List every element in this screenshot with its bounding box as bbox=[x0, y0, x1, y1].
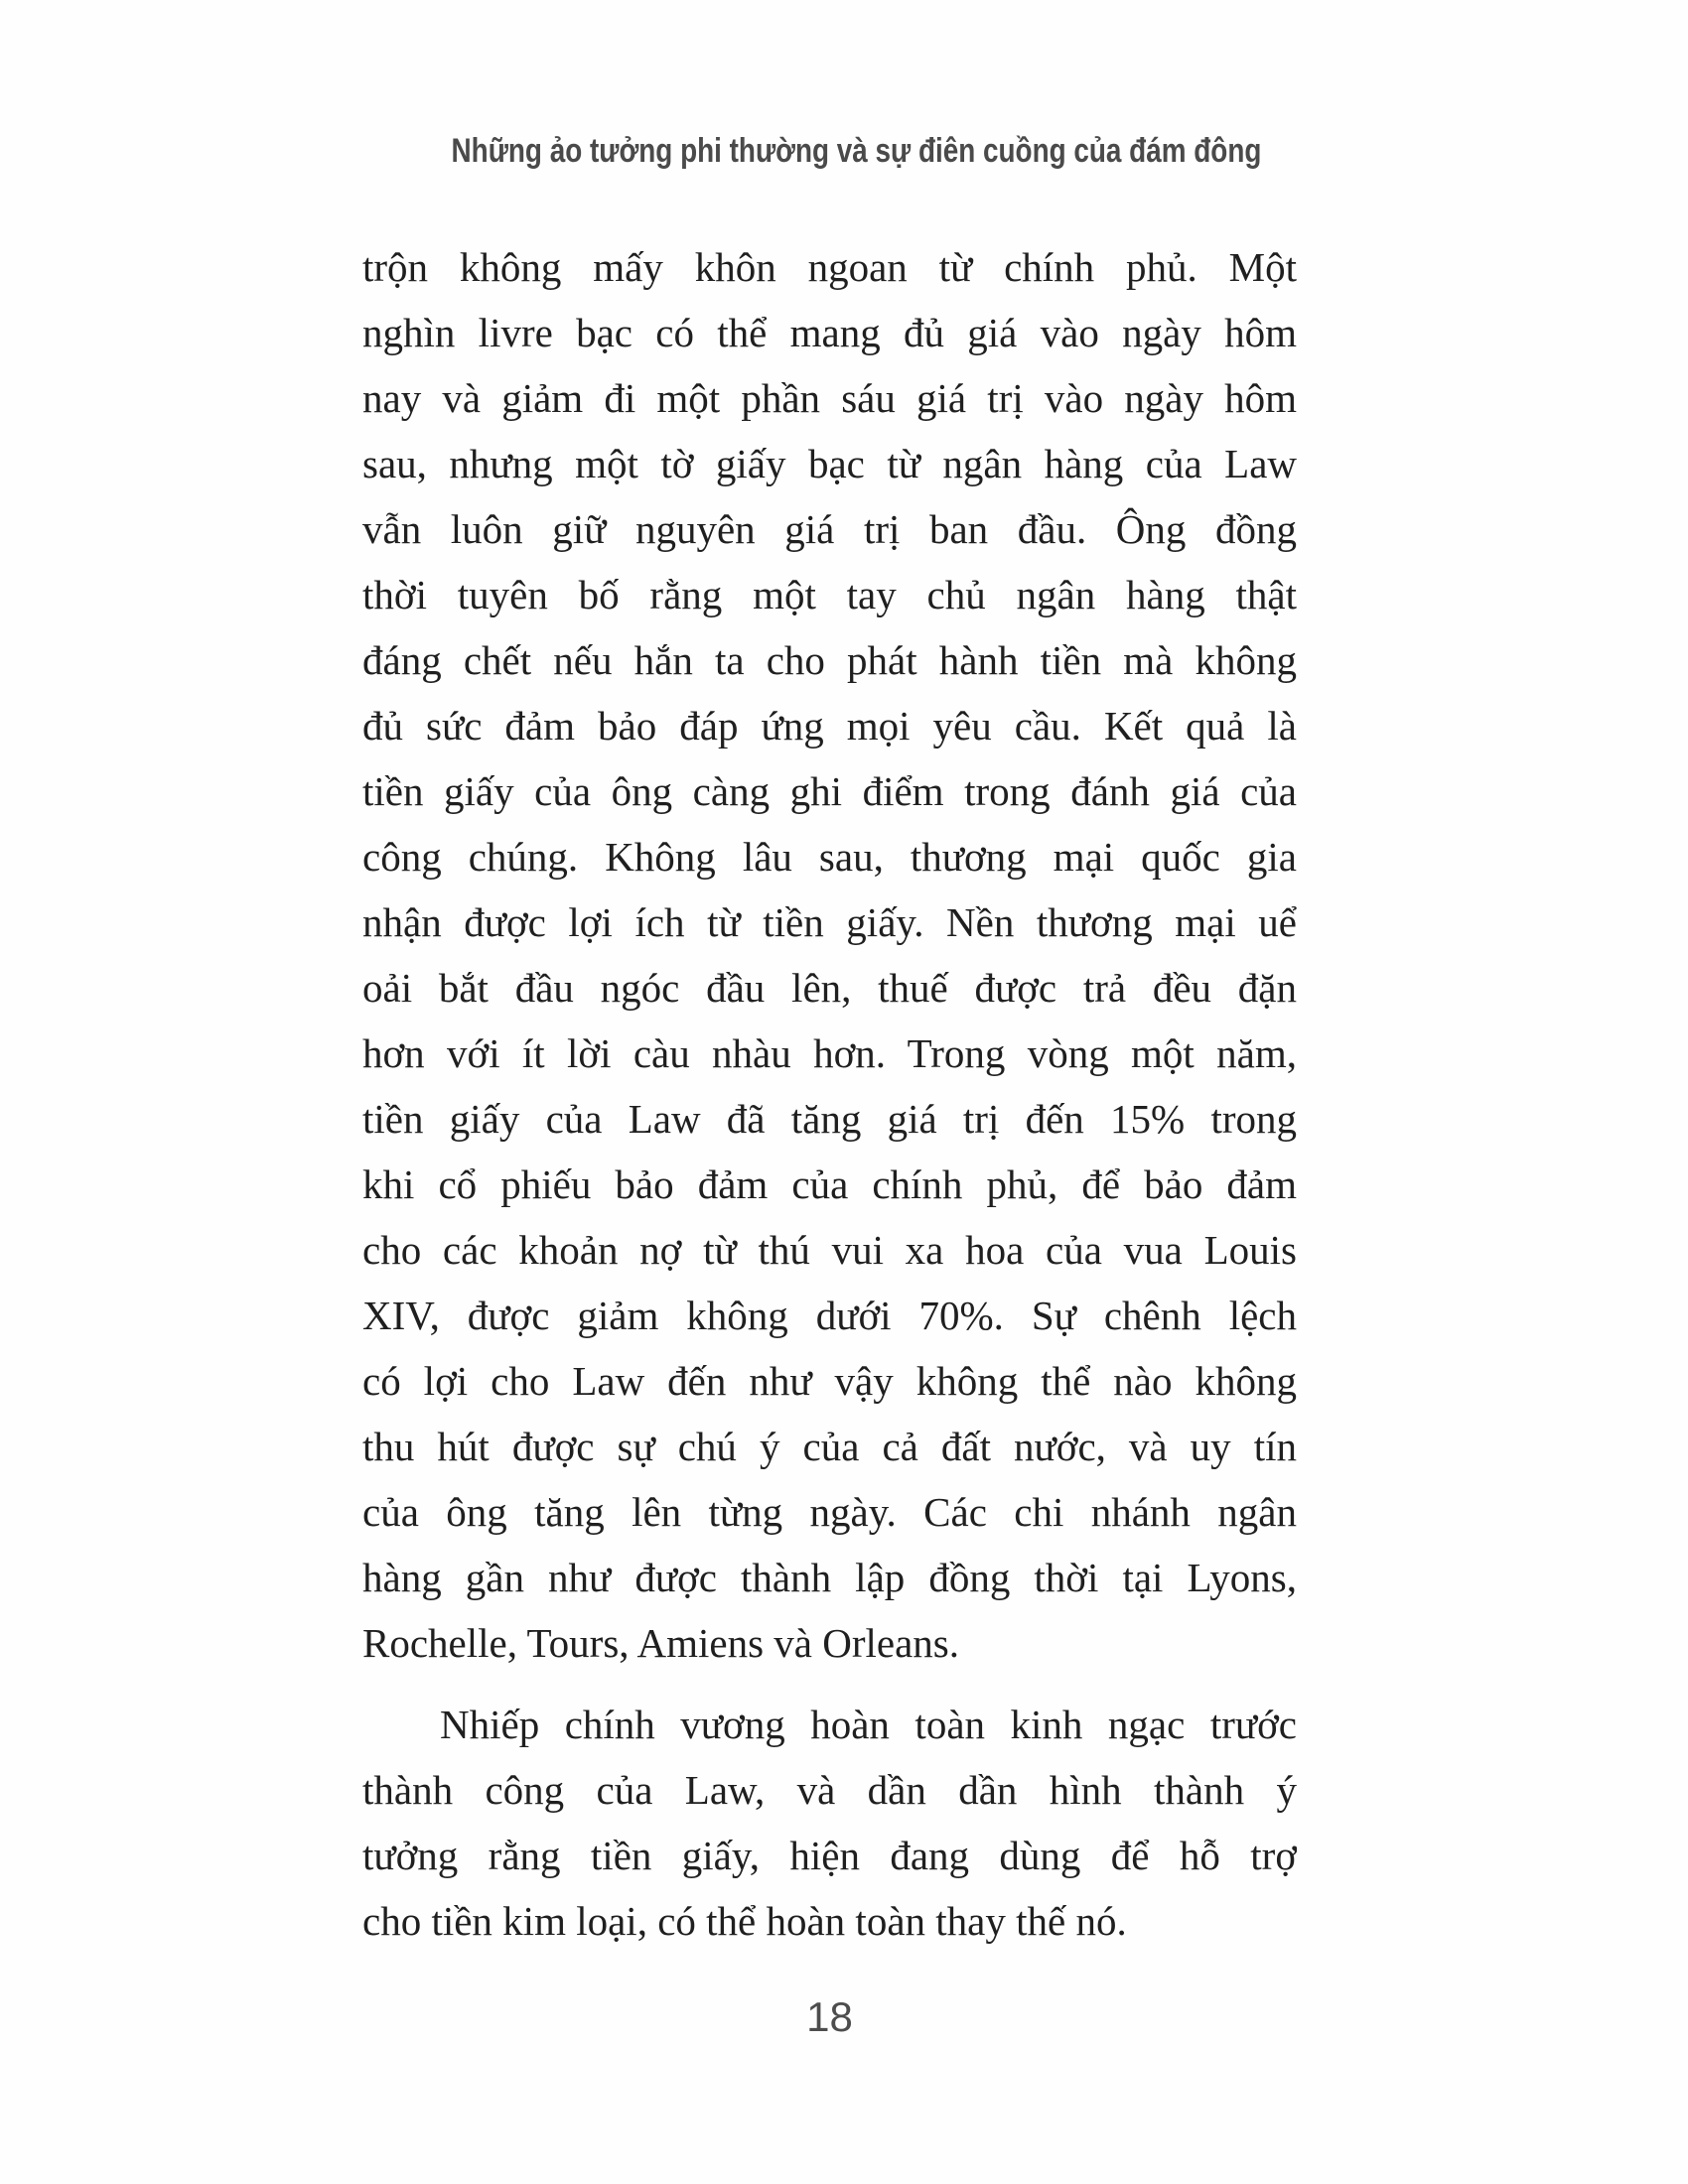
text-line: nghìn livre bạc có thể mang đủ giá vào ngày hôm bbox=[362, 310, 1297, 355]
text-line: vẫn luôn giữ nguyên giá trị ban đầu. Ông đồng bbox=[362, 506, 1297, 552]
text-line: Rochelle, Tours, Amiens và Orleans. bbox=[362, 1620, 960, 1666]
text-line: công chúng. Không lâu sau, thương mại quốc gia bbox=[362, 834, 1297, 880]
running-head bbox=[362, 132, 1297, 171]
body-text-block bbox=[362, 234, 1297, 1954]
running-head-title: Những ảo tưởng phi thường và sự điên cuồng của đám đông bbox=[451, 132, 1262, 170]
text-line: hơn với ít lời càu nhàu hơn. Trong vòng một năm, bbox=[362, 1030, 1297, 1076]
text-line: đủ sức đảm bảo đáp ứng mọi yêu cầu. Kết quả là bbox=[362, 703, 1297, 749]
text-line: Nhiếp chính vương hoàn toàn kinh ngạc trước bbox=[440, 1702, 1297, 1747]
text-line: nhận được lợi ích từ tiền giấy. Nền thương mại uể bbox=[362, 899, 1297, 945]
text-line: cho tiền kim loại, có thể hoàn toàn thay thế nó. bbox=[362, 1898, 1127, 1944]
text-line: sau, nhưng một tờ giấy bạc từ ngân hàng của Law bbox=[362, 441, 1297, 486]
text-line: oải bắt đầu ngóc đầu lên, thuế được trả đều đặn bbox=[362, 965, 1297, 1011]
text-line: hàng gần như được thành lập đồng thời tại Lyons, bbox=[362, 1555, 1297, 1600]
text-line: khi cổ phiếu bảo đảm của chính phủ, để bảo đảm bbox=[362, 1161, 1297, 1207]
text-line: thành công của Law, và dần dần hình thành ý bbox=[362, 1767, 1297, 1813]
text-line: cho các khoản nợ từ thú vui xa hoa của vua Louis bbox=[362, 1227, 1297, 1273]
text-line: đáng chết nếu hắn ta cho phát hành tiền mà không bbox=[362, 637, 1297, 683]
text-line: thời tuyên bố rằng một tay chủ ngân hàng thật bbox=[362, 572, 1297, 617]
text-line: của ông tăng lên từng ngày. Các chi nhánh ngân bbox=[362, 1489, 1297, 1535]
text-line: thu hút được sự chú ý của cả đất nước, và uy tín bbox=[362, 1424, 1297, 1469]
text-line: tưởng rằng tiền giấy, hiện đang dùng để hỗ trợ bbox=[362, 1833, 1297, 1878]
text-line: tiền giấy của Law đã tăng giá trị đến 15% trong bbox=[362, 1096, 1297, 1142]
paragraph-1 bbox=[362, 234, 1297, 1676]
page-number: 18 bbox=[806, 1993, 853, 2040]
text-line: trộn không mấy khôn ngoan từ chính phủ. Một bbox=[362, 244, 1297, 290]
text-line: nay và giảm đi một phần sáu giá trị vào ngày hôm bbox=[362, 375, 1297, 421]
text-line: XIV, được giảm không dưới 70%. Sự chênh lệch bbox=[362, 1293, 1297, 1338]
text-line: có lợi cho Law đến như vậy không thể nào không bbox=[362, 1358, 1297, 1404]
text-line: tiền giấy của ông càng ghi điểm trong đánh giá của bbox=[362, 768, 1297, 814]
paragraph-2 bbox=[362, 1692, 1297, 1954]
